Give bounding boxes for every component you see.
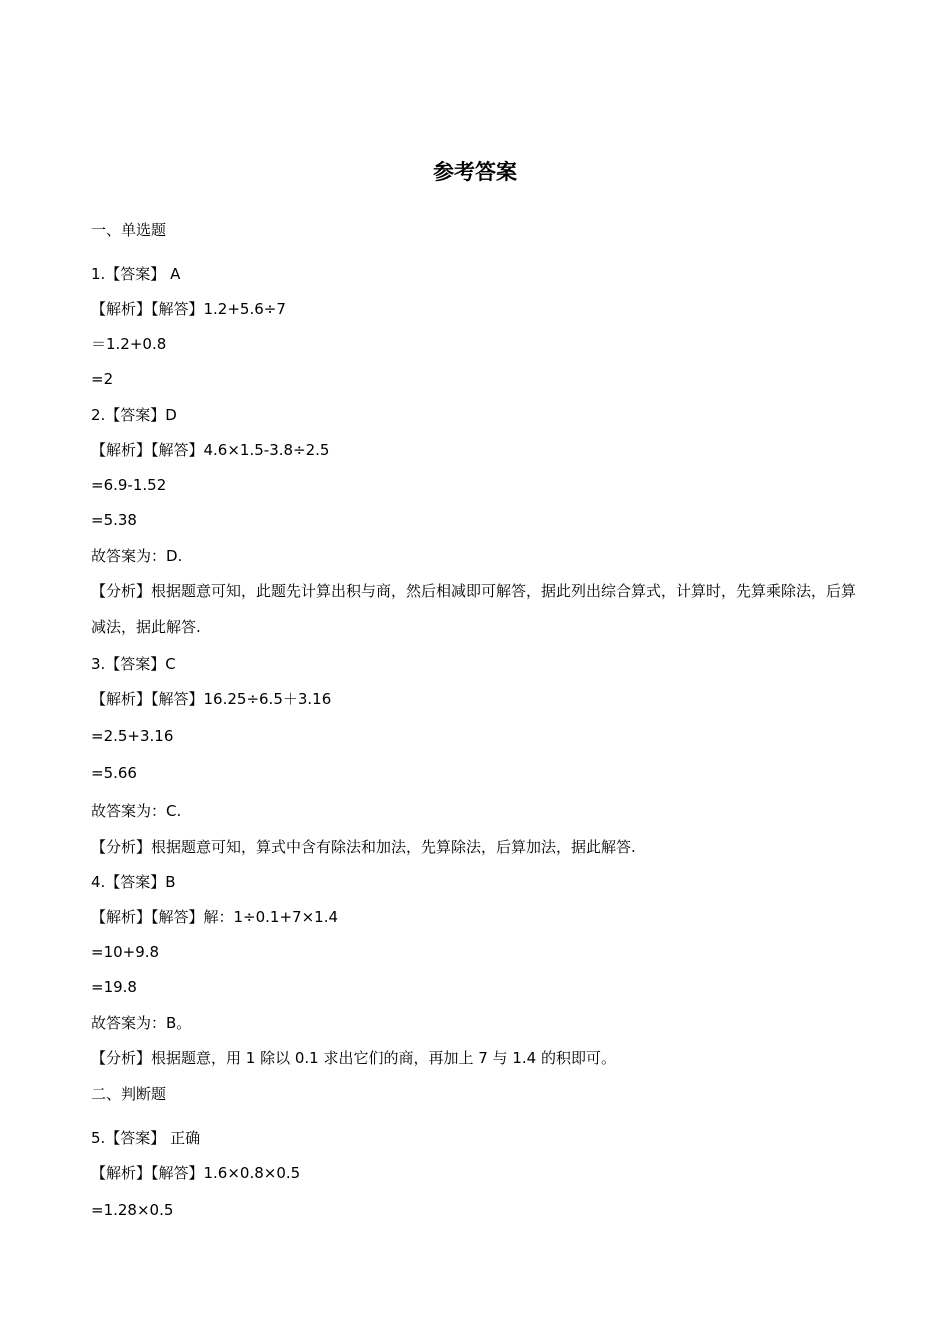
conclusion-line: 故答案为：C. xyxy=(91,802,182,820)
answer-line-q1: 1.【答案】 A xyxy=(91,265,181,283)
answer-line-q3: 3.【答案】C xyxy=(91,655,176,673)
answer-line-q5: 5.【答案】 正确 xyxy=(91,1129,201,1147)
calc-line: =5.38 xyxy=(91,511,137,529)
calc-line: =5.66 xyxy=(91,764,137,782)
explanation-paragraph: 【分析】根据题意可知，此题先计算出积与商，然后相减即可解答，据此列出综合算式，计算时，先算乘除法，后算减法，据此解答. xyxy=(91,582,857,636)
conclusion-line: 故答案为：D. xyxy=(91,547,183,565)
analysis-line: 【解析】【解答】1.6×0.8×0.5 xyxy=(91,1164,301,1182)
conclusion-line: 故答案为：B。 xyxy=(91,1014,192,1032)
answer-line-q2: 2.【答案】D xyxy=(91,406,177,424)
answer-line-q4: 4.【答案】B xyxy=(91,873,176,891)
section-heading-true-false: 二、判断题 xyxy=(91,1085,167,1103)
calc-line: =1.28×0.5 xyxy=(91,1201,174,1219)
calc-line: =6.9-1.52 xyxy=(91,476,167,494)
analysis-line: 【解析】【解答】1.2+5.6÷7 xyxy=(91,300,286,318)
explanation-line: 【分析】根据题意，用 1 除以 0.1 求出它们的商，再加上 7 与 1.4 的积即可。 xyxy=(91,1049,616,1067)
analysis-line: 【解析】【解答】16.25÷6.5＋3.16 xyxy=(91,690,332,708)
page-title: 参考答案 xyxy=(433,160,517,184)
calc-line: =19.8 xyxy=(91,978,137,996)
calc-line: =2 xyxy=(91,370,114,388)
section-heading-single-choice: 一、单选题 xyxy=(91,221,167,239)
analysis-line: 【解析】【解答】4.6×1.5-3.8÷2.5 xyxy=(91,441,330,459)
explanation-line: 【分析】根据题意可知，算式中含有除法和加法，先算除法，后算加法，据此解答. xyxy=(91,838,636,856)
calc-line: =10+9.8 xyxy=(91,943,160,961)
calc-line: ＝1.2+0.8 xyxy=(91,335,167,353)
analysis-line: 【解析】【解答】解：1÷0.1+7×1.4 xyxy=(91,908,339,926)
calc-line: =2.5+3.16 xyxy=(91,727,174,745)
